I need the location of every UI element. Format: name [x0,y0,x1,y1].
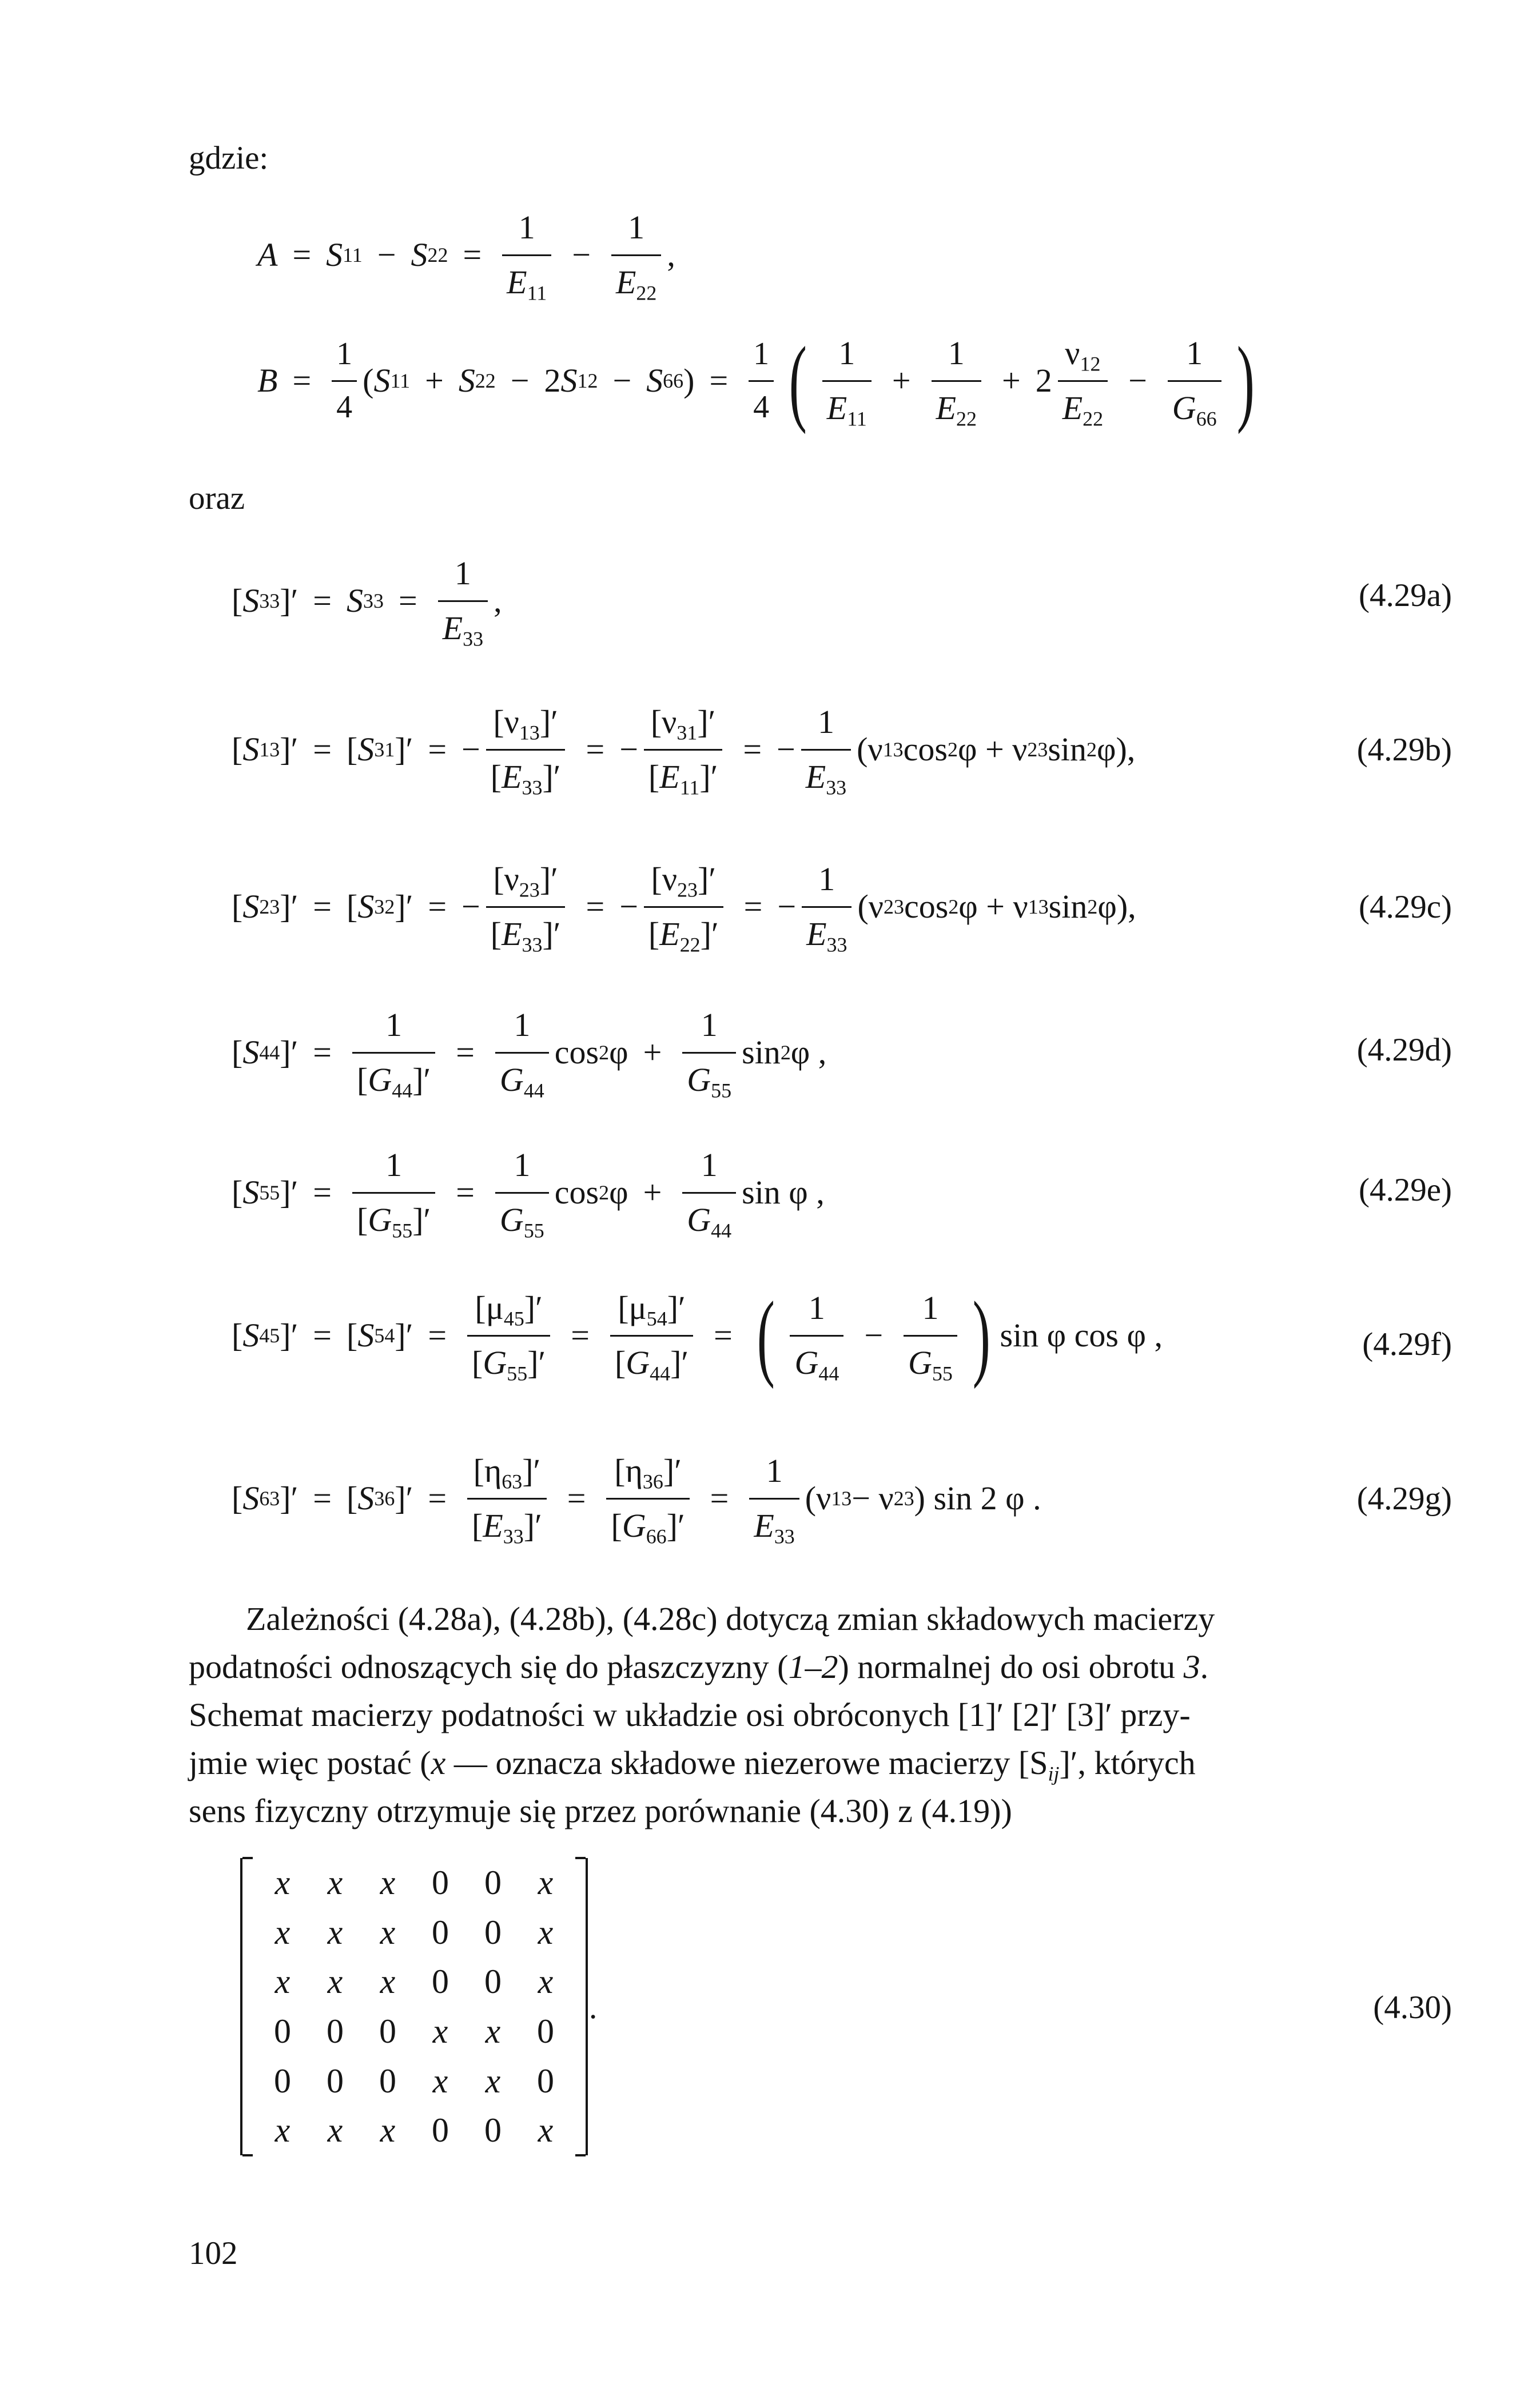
paragraph-line-4: jmie więc postać (x — oznacza składowe niezerowe macierzy $[S_{ij}]'$, których [189,1744,1196,1785]
equation-4-29c: [ S 23 ]′ = [ S 32 ]′ = − $\frac{[\nu_{23}]'}{[E_{33}]'}$ = − $\frac{[\nu_{23}]'}{[E_{22}]'}$ = − $\frac{1}{E_{33}}$ (ν 23 cos 2 φ + ν 13 sin 2 φ), [232,860,1136,956]
matrix-cell: 0 [274,2012,291,2051]
matrix-cell: x [380,1864,396,1902]
paragraph-line-1: Zależności (4.28a), (4.28b), (4.28c) dotyczą zmian składowych macierzy [246,1600,1215,1637]
equation-a: A = S 11 − S 22 = $\frac{1}{E_{11}}$ − $\frac{1}{E_{22}}$ , [257,209,675,305]
matrix-cell: x [432,2062,448,2100]
matrix-cell: 0 [537,2012,554,2051]
tag-4-29f: (4.29f) [1362,1326,1452,1362]
equation-4-29f: [ S 45 ]′ = [ S 54 ]′ = $\frac{[\mu_{45}]'}{[G_{55}]'}$ = $\frac{[\mu_{54}]'}{[G_{44}]'}$ = ( $\frac{1}{G_{44}}$ − $\frac{1}{G_{55}}$ ) sin φ cos φ , [232,1281,1163,1389]
page-number: 102 [189,2235,238,2271]
equation-4-29b: [ S 13 ]′ = [ S 31 ]′ = − $\frac{[\nu_{13}]'}{[E_{33}]'}$ = − $\frac{[\nu_{31}]'}{[E_{11}]'}$ = − $\frac{1}{E_{33}}$ (ν 13 cos 2 φ + ν 23 sin 2 φ), [232,703,1136,799]
matrix-cell: x [380,1913,396,1951]
tag-4-29c: (4.29c) [1358,889,1452,925]
equation-4-29d: [ S 44 ]′ = $\frac{1}{[G_{44}]'}$ = $\frac{1}{G_{44}}$ cos 2 φ + $\frac{1}{G_{55}}$ sin 2 φ , [232,1006,827,1102]
matrix-cell: x [538,1963,554,2001]
matrix-cell: x [274,2111,291,2150]
matrix-row [242,2056,586,2106]
matrix-cell: x [380,1963,396,2001]
matrix-cell: x [538,2111,554,2150]
matrix-cell: 0 [432,1963,449,2001]
paragraph-line-5: sens fizyczny otrzymuje się przez porównanie (4.30) z (4.19)) [189,1792,1012,1829]
matrix-row [242,2106,586,2155]
matrix-row [242,2007,586,2056]
matrix-cell: x [327,1864,343,1902]
matrix-row [242,1957,586,2007]
matrix-cell: x [327,1913,343,1951]
paragraph-line-3: Schemat macierzy podatności w układzie osi obróconych [1]′ [2]′ [3]′ przy- [189,1696,1191,1733]
equation-b: B = $\frac{1}{4}$ ( S 11 + S 22 − 2 S 12 − S 66 ) = $\frac{1}{4}$ ( $\frac{1}{E_{11}}$ + $\frac{1}{E_{22}}$ + 2 $\frac{\nu_{12}}{E_{22}}$ − $\frac{1}{G_{66}}$ ) [257,326,1255,434]
matrix-cell: 0 [484,1963,502,2001]
compliance-matrix [240,1858,588,2155]
tag-4-29b: (4.29b) [1356,732,1452,768]
matrix-cell: x [432,2012,448,2051]
label-gdzie: gdzie: [189,140,269,176]
tag-4-29d: (4.29d) [1356,1032,1452,1068]
matrix-row [242,1858,586,1908]
matrix-cell: x [274,1864,291,1902]
matrix-cell: x [485,2062,501,2100]
matrix-cell: x [538,1864,554,1902]
matrix-cell: 0 [432,1864,449,1902]
matrix-cell: 0 [327,2012,344,2051]
matrix-period: . [589,1990,598,2026]
matrix-cell: 0 [484,1864,502,1902]
matrix-cell: x [485,2012,501,2051]
matrix-cell: 0 [432,2111,449,2150]
matrix-cell: 0 [484,1913,502,1951]
tag-4-29e: (4.29e) [1358,1172,1452,1208]
matrix-cell: 0 [274,2062,291,2100]
equation-4-29a: [ S 33 ]′ = S 33 = $\frac{1}{E_{33}}$ , [232,555,502,651]
matrix-cell: x [327,1963,343,2001]
matrix-row [242,1908,586,1958]
matrix-cell: 0 [379,2012,396,2051]
matrix-cell: 0 [379,2062,396,2100]
matrix-cell: 0 [432,1913,449,1951]
label-oraz: oraz [189,480,245,516]
equation-4-29e: [ S 55 ]′ = $\frac{1}{[G_{55}]'}$ = $\frac{1}{G_{55}}$ cos 2 φ + $\frac{1}{G_{44}}$ sin φ , [232,1146,825,1242]
matrix-cell: x [380,2111,396,2150]
paragraph-line-2: podatności odnoszących się do płaszczyzny (1–2) normalnej do osi obrotu 3. [189,1648,1209,1685]
matrix-cell: x [538,1913,554,1951]
tag-4-29a: (4.29a) [1358,577,1452,613]
matrix-cell: 0 [327,2062,344,2100]
matrix-cell: 0 [537,2062,554,2100]
tag-4-29g: (4.29g) [1356,1481,1452,1517]
tag-4-30: (4.30) [1373,1990,1452,2026]
equation-4-29g: [ S 63 ]′ = [ S 36 ]′ = $\frac{[\eta_{63}]'}{[E_{33}]'}$ = $\frac{[\eta_{36}]'}{[G_{66}]'}$ = $\frac{1}{E_{33}}$ (ν 13 − ν 23 ) sin 2 φ . [232,1452,1041,1548]
matrix-cell: x [274,1963,291,2001]
matrix-cell: x [327,2111,343,2150]
matrix-cell: x [274,1913,291,1951]
body-paragraph [189,1595,1455,1835]
matrix-cell: 0 [484,2111,502,2150]
